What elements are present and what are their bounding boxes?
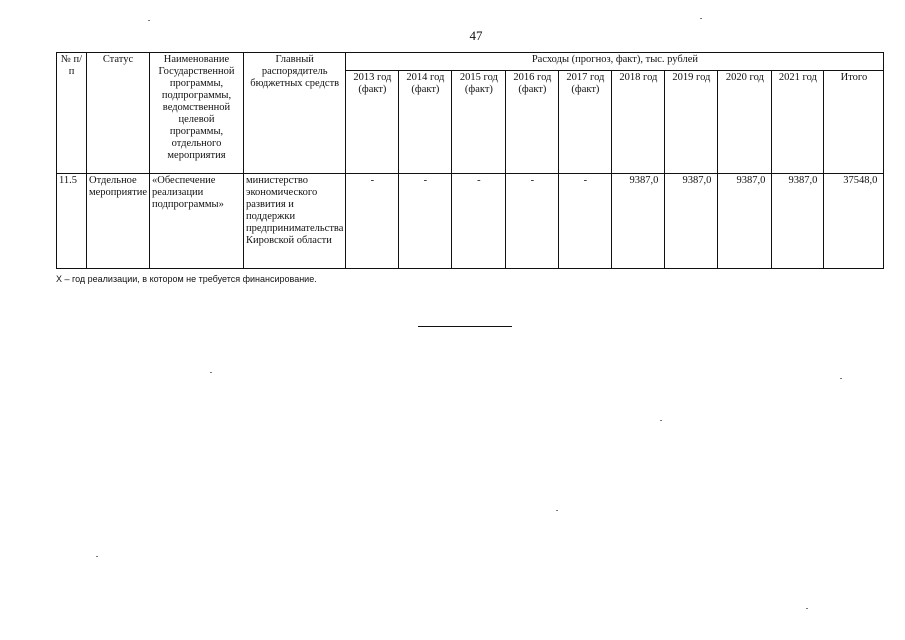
row-value: - [506, 174, 559, 269]
scan-speck [840, 378, 842, 379]
end-divider [418, 326, 512, 327]
header-status: Статус [87, 53, 150, 174]
header-year: 2020 год [718, 71, 772, 174]
row-value: 9387,0 [612, 174, 665, 269]
header-year: 2021 год [772, 71, 824, 174]
header-year: 2013 год (факт) [346, 71, 399, 174]
scan-speck [806, 608, 808, 609]
header-total: Итого [824, 71, 884, 174]
header-year: 2016 год (факт) [506, 71, 559, 174]
expenses-table [56, 52, 884, 269]
footnote: Х – год реализации, в котором не требуется финансирование. [56, 274, 317, 284]
row-total: 37548,0 [824, 174, 884, 269]
header-expenses-group: Расходы (прогноз, факт), тыс. рублей [346, 53, 884, 71]
header-year: 2015 год (факт) [452, 71, 506, 174]
table-row [57, 174, 884, 269]
row-value: 9387,0 [665, 174, 718, 269]
row-value: - [399, 174, 452, 269]
header-name: Наименование Государственной программы, подпрограммы, ведомственной целевой программы, отдельного мероприятия [149, 53, 243, 174]
row-manager: министерство экономического развития и поддержки предпринимательства Кировской области [243, 174, 345, 269]
header-year: 2017 год (факт) [559, 71, 612, 174]
scan-speck [700, 18, 702, 19]
row-value: 9387,0 [718, 174, 772, 269]
header-year: 2018 год [612, 71, 665, 174]
row-value: - [559, 174, 612, 269]
scan-speck [660, 420, 662, 421]
scan-speck [96, 556, 98, 557]
row-name: «Обеспечение реализации подпрограммы» [149, 174, 243, 269]
row-status: Отдельное мероприятие [87, 174, 150, 269]
header-year: 2014 год (факт) [399, 71, 452, 174]
header-manager: Главный распорядитель бюджетных средств [243, 53, 345, 174]
scan-speck [148, 20, 150, 21]
row-value: 9387,0 [772, 174, 824, 269]
row-num: 11.5 [57, 174, 87, 269]
header-num: № п/п [57, 53, 87, 174]
row-value: - [346, 174, 399, 269]
header-year: 2019 год [665, 71, 718, 174]
scan-speck [556, 510, 558, 511]
scan-speck [210, 372, 212, 373]
page-number: 47 [469, 28, 483, 43]
row-value: - [452, 174, 506, 269]
